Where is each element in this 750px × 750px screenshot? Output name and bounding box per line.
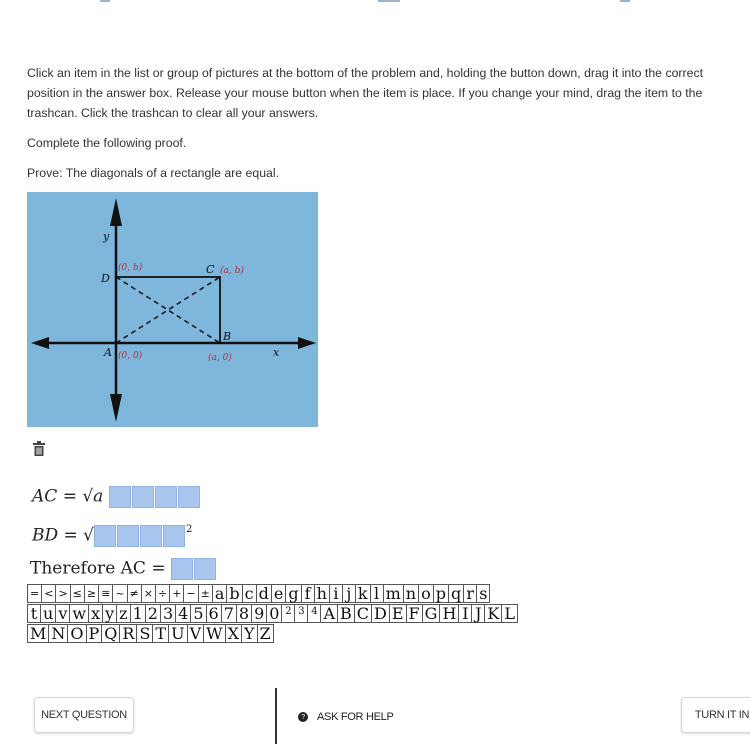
symbol-palette (27, 584, 517, 644)
palette-key[interactable]: v (55, 604, 70, 623)
answer-slot[interactable] (155, 486, 177, 508)
palette-key[interactable]: ≥ (84, 584, 99, 603)
palette-key[interactable]: B (337, 604, 355, 623)
answer-slot[interactable] (171, 558, 193, 580)
palette-key[interactable]: ~ (112, 584, 127, 603)
palette-key[interactable]: W (203, 624, 225, 643)
point-d-coord: (0, b) (118, 263, 143, 273)
answer-slot[interactable] (132, 486, 154, 508)
equation-bd (32, 525, 192, 547)
palette-key[interactable]: D (371, 604, 390, 623)
palette-key[interactable]: ± (198, 584, 213, 603)
answer-slot[interactable] (109, 486, 131, 508)
palette-row-1 (27, 584, 517, 604)
top-bar-mark (100, 0, 110, 2)
palette-key[interactable]: 3 (160, 604, 176, 623)
prove-statement: Prove: The diagonals of a rectangle are equal. (27, 166, 280, 180)
palette-key[interactable]: S (136, 624, 153, 643)
palette-key[interactable]: 6 (206, 604, 222, 623)
palette-key[interactable]: T (152, 624, 169, 643)
palette-key[interactable]: 2 (281, 604, 295, 623)
palette-key[interactable]: r (463, 584, 477, 603)
point-b-label: B (223, 330, 232, 343)
y-axis-label: y (103, 230, 110, 243)
palette-key[interactable]: t (27, 604, 41, 623)
point-c-coord: (a, b) (220, 266, 244, 276)
palette-key[interactable]: Q (101, 624, 120, 643)
palette-key[interactable]: R (119, 624, 137, 643)
palette-key[interactable]: k (355, 584, 371, 603)
palette-key[interactable]: N (48, 624, 68, 643)
palette-key[interactable]: A (320, 604, 338, 623)
trash-can-icon[interactable] (32, 441, 46, 457)
answer-slot[interactable] (194, 558, 216, 580)
palette-key[interactable]: C (354, 604, 372, 623)
exponent-two: 2 (186, 523, 193, 535)
ask-for-help-label: ASK FOR HELP (317, 711, 394, 723)
palette-key[interactable]: i (329, 584, 343, 603)
palette-key[interactable]: z (116, 604, 130, 623)
top-bar-mark (378, 0, 400, 2)
y-axis-down-arrow (110, 394, 122, 422)
palette-key[interactable]: a (212, 584, 228, 603)
answer-slot[interactable] (163, 525, 185, 547)
palette-key[interactable]: E (389, 604, 407, 623)
answer-slot[interactable] (117, 525, 139, 547)
palette-key[interactable]: u (40, 604, 56, 623)
palette-key[interactable]: m (383, 584, 404, 603)
palette-key[interactable]: K (484, 604, 502, 623)
y-axis-up-arrow (110, 198, 122, 226)
palette-key[interactable]: G (422, 604, 441, 623)
palette-key[interactable]: M (27, 624, 49, 643)
answer-slot[interactable] (94, 525, 116, 547)
point-c-label: C (206, 263, 215, 276)
palette-key[interactable]: f (301, 584, 315, 603)
palette-key[interactable]: 0 (266, 604, 282, 623)
palette-key[interactable]: < (41, 584, 56, 603)
palette-key[interactable]: e (271, 584, 286, 603)
palette-key[interactable]: × (141, 584, 156, 603)
help-icon: ? (298, 712, 308, 722)
palette-key[interactable]: s (476, 584, 490, 603)
palette-key[interactable]: ≅ (98, 584, 113, 603)
equation-ac-text: AC = √a (32, 486, 104, 507)
palette-key[interactable]: b (226, 584, 242, 603)
answer-slot[interactable] (178, 486, 200, 508)
palette-key[interactable]: p (433, 584, 449, 603)
palette-key[interactable]: L (501, 604, 518, 623)
palette-key[interactable]: = (27, 584, 42, 603)
point-a-label: A (104, 346, 112, 359)
point-a-coord: (0, 0) (118, 351, 143, 361)
palette-key[interactable]: 7 (221, 604, 237, 623)
palette-key[interactable]: h (314, 584, 330, 603)
palette-key[interactable]: l (370, 584, 384, 603)
palette-key[interactable]: j (342, 584, 356, 603)
top-bar-mark (620, 0, 630, 2)
palette-key[interactable]: > (55, 584, 70, 603)
turn-it-in-button[interactable]: TURN IT IN (681, 697, 750, 733)
palette-key[interactable]: y (102, 604, 117, 623)
palette-key[interactable]: U (168, 624, 187, 643)
palette-key[interactable]: J (471, 604, 485, 623)
palette-key[interactable]: o (418, 584, 434, 603)
complete-instruction: Complete the following proof. (27, 136, 187, 150)
point-b-coord: (a, 0) (208, 353, 232, 363)
footer-divider (275, 688, 277, 744)
x-axis-right-arrow (298, 337, 316, 349)
equation-ac (32, 486, 201, 508)
palette-key[interactable]: 4 (175, 604, 191, 623)
next-question-button[interactable]: NEXT QUESTION (34, 697, 134, 733)
palette-key[interactable]: 9 (251, 604, 267, 623)
palette-key[interactable]: w (69, 604, 89, 623)
palette-row-3 (27, 624, 517, 644)
palette-key[interactable]: x (88, 604, 103, 623)
palette-key[interactable]: + (169, 584, 184, 603)
palette-key[interactable]: Y (241, 624, 258, 643)
answer-box[interactable] (27, 481, 217, 581)
palette-key[interactable]: n (403, 584, 419, 603)
palette-key[interactable]: V (187, 624, 205, 643)
palette-key[interactable]: P (86, 624, 103, 643)
coordinate-diagram (27, 192, 318, 427)
palette-key[interactable]: I (458, 604, 472, 623)
palette-key[interactable]: O (67, 624, 86, 643)
ask-for-help-link[interactable] (298, 711, 393, 723)
drag-instructions: Click an item in the list or group of pictures at the bottom of the problem and, holding the button down, drag it into the correct position in the answer box. Release your mouse button when the item is place. If you change your mind, drag the item to the trashcan. Click the trashcan to clear all your answers. (27, 66, 704, 120)
point-d-label: D (101, 272, 110, 285)
palette-key[interactable]: Z (257, 624, 274, 643)
palette-key[interactable]: d (256, 584, 272, 603)
answer-slot[interactable] (140, 525, 162, 547)
palette-key[interactable]: 1 (130, 604, 146, 623)
palette-key[interactable]: ÷ (155, 584, 170, 603)
palette-key[interactable]: 4 (307, 604, 321, 623)
palette-key[interactable]: X (225, 624, 242, 643)
palette-key[interactable]: 2 (145, 604, 161, 623)
palette-row-2 (27, 604, 517, 624)
top-bar (0, 0, 750, 3)
palette-key[interactable]: g (285, 584, 301, 603)
equation-bd-text: BD = √ (32, 525, 95, 546)
palette-key[interactable]: ≤ (70, 584, 85, 603)
equation-therefore (30, 558, 217, 580)
palette-key[interactable]: F (406, 604, 423, 623)
palette-key[interactable]: 5 (190, 604, 206, 623)
palette-key[interactable]: ≠ (127, 584, 142, 603)
rectangle-figure (27, 192, 318, 427)
palette-key[interactable]: − (183, 584, 198, 603)
equation-therefore-text: Therefore AC = (30, 558, 166, 579)
x-axis-left-arrow (31, 337, 49, 349)
palette-key[interactable]: H (439, 604, 459, 623)
x-axis-label: x (273, 346, 280, 359)
palette-key[interactable]: q (448, 584, 464, 603)
palette-key[interactable]: c (242, 584, 257, 603)
palette-key[interactable]: 8 (236, 604, 252, 623)
palette-key[interactable]: 3 (294, 604, 308, 623)
